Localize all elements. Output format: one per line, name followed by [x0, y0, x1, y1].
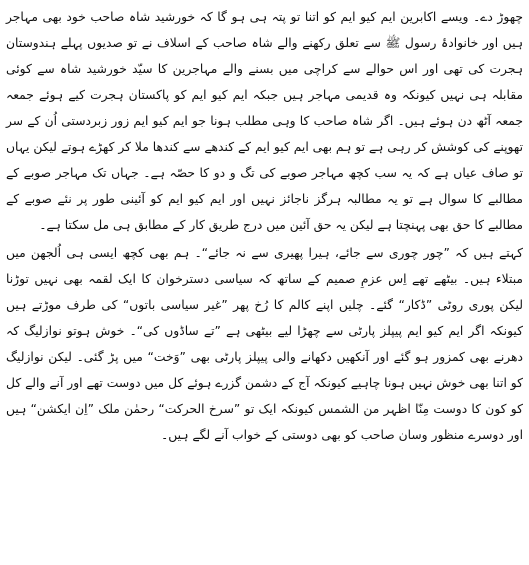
- article-paragraph-1: چھوڑ دے۔ ویسے اکابرین ایم کیو ایم کو اتنا تو پتہ ہی ہو گا کہ خورشید شاہ صاحب خود بھی مہاجر ہیں اور خانوادۂ رسول ﷺ سے تعلق رکھنے والے شاہ صاحب کے اسلاف نے تو صدیوں پہلے ہندوستان ہجرت کی تھی اور اس حوالے سے کراچی میں بسنے والے مہاجرین کا سیّد خورشید شاہ سے کوئی مقابلہ ہی نہیں کیونکہ وہ قدیمی مہاجر ہیں جبکہ ایم کیو ایم کو پاکستان ہجرت کیے ہوئے جمعہ جمعہ آٹھ دن ہوئے ہیں۔ اگر شاہ صاحب کا وہی مطلب ہونا جو ایم کیو ایم زور زبردستی اُن کے سر تھوپنے کی کوشش کر رہی ہے تو ہم بھی ایم کیو ایم کے کندھے سے کندھا ملا کر کھڑے ہوتے لیکن یہاں تو صاف عیاں ہے کہ یہ سب کچھ مہاجر صوبے کی تگ و دو کا حصّہ ہے۔ جہاں تک مہاجر صوبے کے مطالبے کا سوال ہے تو یہ مطالبہ ہرگز ناجائز نہیں اور ایم کیو ایم کو آئینی طور پر نئے صوبے کے مطالبے کا حق بھی پہنچتا ہے لیکن یہ حق آئین میں درج طریق کار کے مطابق ہی مل سکتا ہے۔: [6, 10, 523, 232]
- article-paragraph-2: کہتے ہیں کہ ”چور چوری سے جائے، ہیرا پھیری سے نہ جائے“۔ ہم بھی کچھ ایسی ہی اُلجھن میں مبتلاء ہیں۔ بیٹھے تھے اِس عزمِ صمیم کے ساتھ کہ سیاسی دسترخوان کا ایک لقمہ بھی نہیں توڑنا لیکن پوری روٹی ”ڈکار“ گئے۔ چلیں اپنے کالم کا رُخ پھر ”غیر سیاسی باتوں“ کی طرف موڑتے ہیں کیونکہ اگر ایم کیو ایم پیپلز پارٹی سے چھڑا لیے بیٹھی ہے ”تے ساڈوں کی“۔ خوش ہوتو نوازلیگ کہ دھرنے بھی کمزور ہو گئے اور آنکھیں دکھانے والی پیپلز پارٹی بھی ”وَخت“ میں پڑ گئی۔ لیکن نوازلیگ کو اتنا بھی خوش نہیں ہونا چاہیے کیونکہ آج کے دشمن گزرے ہوئے کل میں دوست تھے اور آنے والے کل کو کون کا دوست مِنّا اظہر من الشمس کیونکہ ایک تو ”سرخ الحرکت“ رحمٰن ملک ”اِن ایکشن“ ہیں اور دوسرے منظور وسان صاحب کو بھی دوستی کے خواب آنے لگے ہیں۔: [6, 246, 523, 442]
